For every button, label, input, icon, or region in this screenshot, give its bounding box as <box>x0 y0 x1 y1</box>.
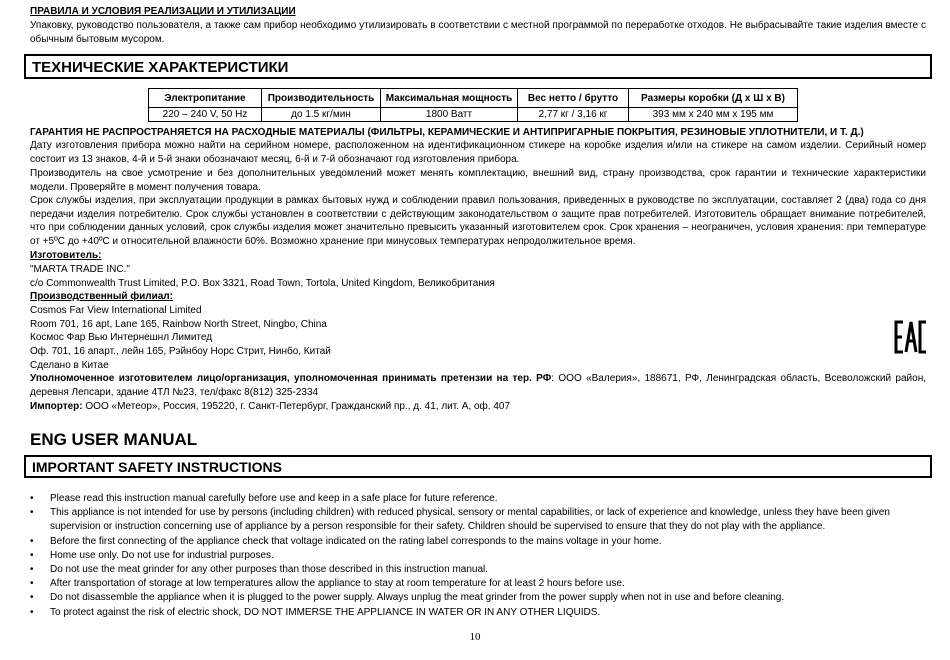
list-item: • To protect against the risk of electric shock, DO NOT IMMERSE THE APPLIANCE IN WATER OR IN ANY OTHER LIQUIDS. <box>30 606 930 620</box>
specs-table-header-row <box>149 89 798 108</box>
list-item: • After transportation of storage at low temperatures allow the appliance to stay at room temperature for at least 2 hours before use. <box>30 577 930 591</box>
bullet-icon: • <box>30 493 34 504</box>
specs-cell-power: 220 – 240 V, 50 Hz <box>149 108 262 122</box>
specs-header-capacity: Производительность <box>262 89 381 108</box>
branch-line-2: Room 701, 16 apt, Lane 165, Rainbow North Street, Ningbo, China <box>30 319 327 330</box>
warranty-heading: ГАРАНТИЯ НЕ РАСПРОСТРАНЯЕТСЯ НА РАСХОДНЫЕ МАТЕРИАЛЫ (ФИЛЬТРЫ, КЕРАМИЧЕСКИЕ И АНТИПРИГАРНЫЕ ПОКРЫТИЯ, РЕЗИНОВЫЕ УПЛОТНИТЕЛИ, И Т. Д.) <box>30 127 864 138</box>
service-life-text: Срок службы изделия, при эксплуатации продукции в рамках бытовых нужд и соблюдении правил пользования, приведенных в руководстве по эксплуатации, составляет 2 (два) года со дня передачи изделия потребителю. Срок службы установлен в соответствии с действующим законодательством о защите прав потребителей. Изготовитель обращает внимание потребителей, что при соблюдении данных условий, срок службы изделия может значительно превысить указанный изготовителем срок. Срок хранения – неограничен, условия хранения: при температуре от +5ºC до +40ºC и относительной влажности 60%. Возможно хранение при минусовых температурах непродолжительное время. <box>30 195 926 248</box>
bullet-icon: • <box>30 535 34 547</box>
bullet-icon: • <box>30 592 34 604</box>
manufacture-date-text: Дату изготовления прибора можно найти на серийном номере, расположенном на идентификационном стикере на коробке изделия и/или на стикере на самом изделии. Серийный номер состоит из 13 знаков, 4-й и 5-й знаки обозначают месяц, 6-й и 7-й обозначают год изготовления прибора. <box>30 140 926 165</box>
representative-text: : ООО «Валерия», 188671, РФ, Ленинградская область, Всеволожский район, деревня Лепсари, здание 4ТЛ №23, тел/факс 8(812) 325-2334 <box>30 373 926 398</box>
specs-cell-max-power: 1800 Ватт <box>381 108 518 122</box>
list-item: • This appliance is not intended for use by persons (including children) with reduced physical, sensory or mental capabilities, or lack of experience and knowledge, unless they have been given supervision or instruction concerning use of appliance by a person responsible for their safety. Children should be supervised to ensure that they do not play with the appliance. <box>30 507 890 533</box>
disposal-text: Упаковку, руководство пользователя, а также сам прибор необходимо утилизировать в соответствии с местной программой по переработке отходов. Не выбрасывайте такие изделия вместе с обычным бытовым мусором. <box>30 20 926 45</box>
importer <box>30 400 510 414</box>
importer-text: ООО «Метеор», Россия, 195220, г. Санкт-Петербург, Гражданский пр., д. 41, лит. А, оф. 407 <box>82 401 511 412</box>
bullet-icon: • <box>30 549 34 561</box>
branch-label: Производственный филиал: <box>30 291 173 302</box>
bullet-icon: • <box>30 507 34 519</box>
authorized-representative <box>30 372 926 399</box>
branch-line-3: Космос Фар Вью Интернешнл Лимитед <box>30 332 213 343</box>
importer-label: Импортер: <box>30 401 83 412</box>
list-item: • Before the first connecting of the appliance check that voltage indicated on the rating label corresponds to the mains voltage in your home. <box>30 535 930 549</box>
list-item: • Home use only. Do not use for industrial purposes. <box>30 549 930 563</box>
list-item: • Please read this instruction manual carefully before use and keep in a safe place for future reference. <box>30 492 930 506</box>
disposal-heading: ПРАВИЛА И УСЛОВИЯ РЕАЛИЗАЦИИ И УТИЛИЗАЦИИ <box>30 6 296 17</box>
eac-certification-mark <box>894 318 928 356</box>
specs-header-power: Электропитание <box>149 89 262 108</box>
specs-table-row <box>149 108 798 122</box>
specs-header-box-size: Размеры коробки (Д х Ш х В) <box>629 89 798 108</box>
specs-header-max-power: Максимальная мощность <box>381 89 518 108</box>
list-item: • Do not disassemble the appliance when it is plugged to the power supply. Always unplug the meat grinder from the power supply when not in use and before cleaning. <box>30 591 930 605</box>
changes-text: Производитель на свое усмотрение и без дополнительных уведомлений может менять комплектацию, внешний вид, страну производства, срок гарантии и технические характеристики модели. Проверяйте в момент получения товара. <box>30 168 926 193</box>
specs-heading: ТЕХНИЧЕСКИЕ ХАРАКТЕРИСТИКИ <box>24 54 932 79</box>
branch-line-5: Сделано в Китае <box>30 360 109 371</box>
manufacturer-label: Изготовитель: <box>30 250 102 261</box>
specs-cell-weight: 2,77 кг / 3,16 кг <box>518 108 629 122</box>
manufacturer-name: "MARTA TRADE INC." <box>30 264 130 275</box>
specs-table <box>148 88 798 122</box>
safety-heading: IMPORTANT SAFETY INSTRUCTIONS <box>24 455 932 478</box>
manufacturer-address: c/o Commonwealth Trust Limited, P.O. Box 3321, Road Town, Tortola, United Kingdom, Великобритания <box>30 278 495 289</box>
branch-line-4: Оф. 701, 16 апарт., лейн 165, Рэйнбоу Норс Стрит, Нинбо, Китай <box>30 346 331 357</box>
bullet-icon: • <box>30 564 34 576</box>
page-number: 10 <box>469 631 481 643</box>
list-item: • Do not use the meat grinder for any other purposes than those described in this instruction manual. <box>30 563 930 577</box>
specs-cell-box-size: 393 мм х 240 мм х 195 мм <box>629 108 798 122</box>
branch-line-1: Cosmos Far View International Limited <box>30 305 202 316</box>
bullet-icon: • <box>30 606 34 618</box>
representative-label: Уполномоченное изготовителем лицо/организация, уполномоченная принимать претензии на тер. РФ <box>30 373 552 384</box>
bullet-icon: • <box>30 578 34 590</box>
specs-header-weight: Вес нетто / брутто <box>518 89 629 108</box>
eng-manual-title: ENG USER MANUAL <box>30 430 198 449</box>
safety-instructions-list <box>30 492 930 620</box>
specs-cell-capacity: до 1.5 кг/мин <box>262 108 381 122</box>
